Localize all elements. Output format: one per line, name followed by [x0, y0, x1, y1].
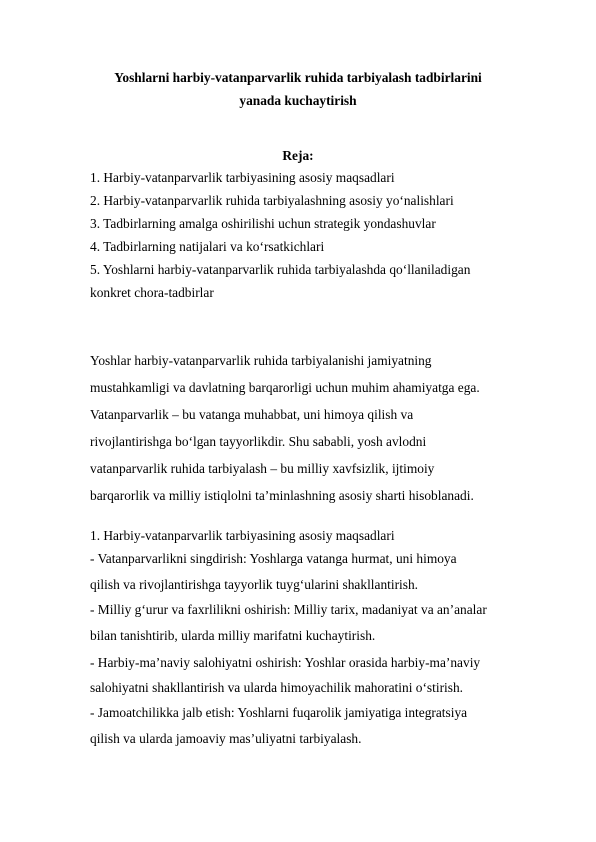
- section-1-line: - Harbiy-ma’naviy salohiyatni oshirish: Yoshlar orasida harbiy-ma’naviy: [90, 655, 481, 670]
- intro-paragraph-line: mustahkamligi va davlatning barqarorligi uchun muhim ahamiyatga ega.: [90, 380, 480, 395]
- intro-paragraph-line: rivojlantirishga bo‘lgan tayyorlikdir. Shu sababli, yosh avlodni: [90, 434, 427, 449]
- plan-heading: Reja:: [282, 148, 314, 163]
- section-1-line: qilish va rivojlantirishga tayyorlik tuyg‘ularini shakllantirish.: [90, 577, 419, 592]
- section-1-line: - Jamoatchilikka jalb etish: Yoshlarni fuqarolik jamiyatiga integratsiya: [90, 705, 468, 720]
- intro-paragraph-line: barqarorlik va milliy istiqlolni ta’minlashning asosiy sharti hisoblanadi.: [90, 488, 474, 503]
- section-1-line: salohiyatni shakllantirish va ularda himoyachilik mahoratini o‘stirish.: [90, 680, 464, 695]
- plan-item: 5. Yoshlarni harbiy-vatanparvarlik ruhida tarbiyalashda qo‘llaniladigan: [90, 262, 471, 277]
- plan-item: 2. Harbiy-vatanparvarlik ruhida tarbiyalashning asosiy yo‘nalishlari: [90, 193, 454, 208]
- document-title-line-2: yanada kuchaytirish: [239, 93, 357, 108]
- intro-paragraph-line: Yoshlar harbiy-vatanparvarlik ruhida tarbiyalanishi jamiyatning: [90, 353, 432, 368]
- plan-item: 3. Tadbirlarning amalga oshirilishi uchun strategik yondashuvlar: [90, 216, 436, 231]
- plan-item: konkret chora-tadbirlar: [90, 285, 214, 300]
- section-1-line: - Vatanparvarlikni singdirish: Yoshlarga vatanga hurmat, uni himoya: [90, 551, 457, 566]
- document-title-line-1: Yoshlarni harbiy-vatanparvarlik ruhida tarbiyalash tadbirlarini: [114, 70, 482, 85]
- plan-item: 1. Harbiy-vatanparvarlik tarbiyasining asosiy maqsadlari: [90, 170, 395, 185]
- section-1-line: qilish va ularda jamoaviy mas’uliyatni tarbiyalash.: [90, 731, 362, 746]
- intro-paragraph-line: vatanparvarlik ruhida tarbiyalash – bu milliy xavfsizlik, ijtimoiy: [90, 461, 435, 476]
- section-1-heading: 1. Harbiy-vatanparvarlik tarbiyasining asosiy maqsadlari: [90, 528, 395, 543]
- plan-item: 4. Tadbirlarning natijalari va ko‘rsatkichlari: [90, 239, 325, 254]
- section-1-line: - Milliy g‘urur va faxrlilikni oshirish: Milliy tarix, madaniyat va an’analar: [90, 602, 487, 617]
- section-1-line: bilan tanishtirib, ularda milliy marifatni kuchaytirish.: [90, 628, 376, 643]
- intro-paragraph-line: Vatanparvarlik – bu vatanga muhabbat, uni himoya qilish va: [90, 407, 414, 422]
